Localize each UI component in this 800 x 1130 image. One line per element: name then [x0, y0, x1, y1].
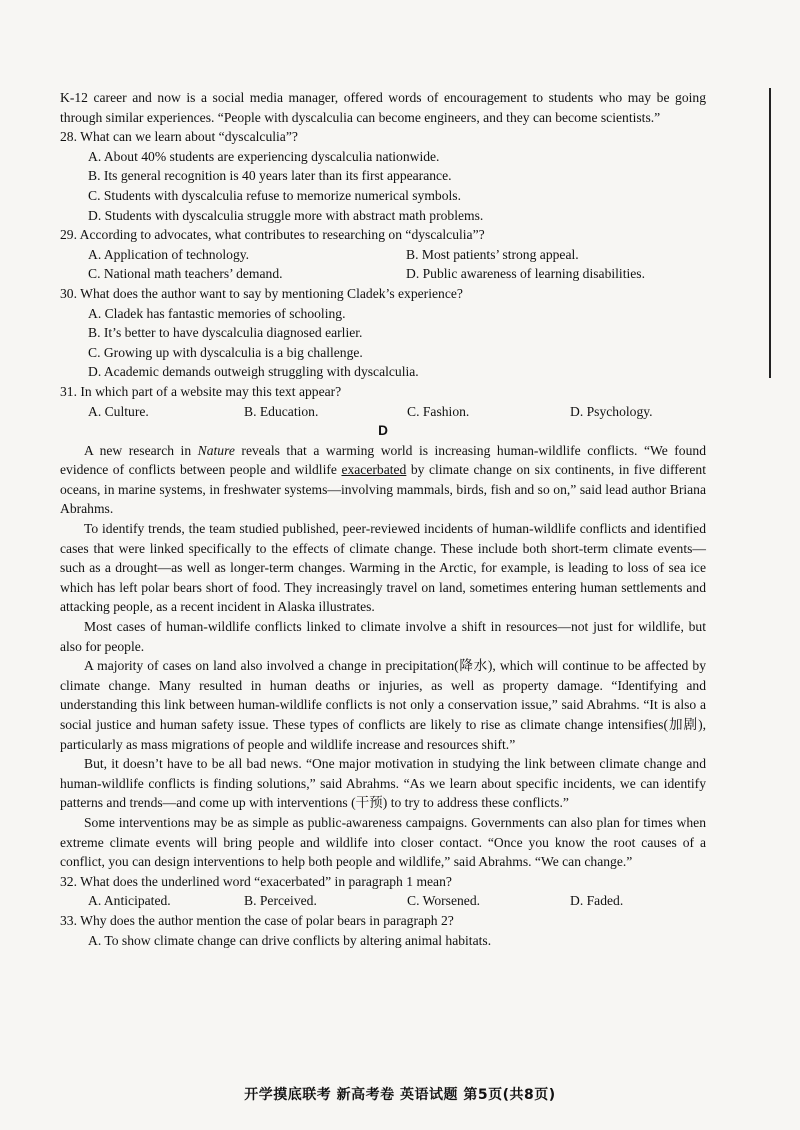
question-30-option-d[interactable]: D. Academic demands outweigh struggling with dyscalculia. — [88, 364, 419, 380]
passage-d-paragraph-6: Some interventions may be as simple as public-awareness campaigns. Governments can also plan for times when extreme climate events will bring people and wildlife into closer contact. “Once you know the root causes of a conflict, you can design interventions to help both people and wildlife,” said Abrahms. “We can change.” — [60, 814, 706, 870]
question-29-option-a[interactable]: A. Application of technology. — [88, 246, 250, 262]
passage-d-paragraph-2: To identify trends, the team studied published, peer-reviewed incidents of human-wildlife conflicts and identified cases that were linked specifically to the effects of climate change. These include both short-term climate events—such as a drought—as well as longer-term changes. Warming in the Arctic, for example, is leading to loss of sea ice which has left polar bears short of food. They increasingly travel on land, sometimes entering human settlements and attacking people, as a recent incident in Alaska illustrates. — [60, 521, 706, 615]
question-31-option-b[interactable]: B. Education. — [244, 403, 319, 419]
question-32-option-b[interactable]: B. Perceived. — [244, 893, 317, 909]
question-29-option-c[interactable]: C. National math teachers’ demand. — [88, 266, 283, 282]
question-32-option-a[interactable]: A. Anticipated. — [88, 893, 171, 909]
question-32 — [60, 872, 706, 911]
question-28 — [60, 127, 706, 225]
question-28-stem: 28. What can we learn about “dyscalculia”? — [60, 129, 298, 145]
question-29-stem: 29. According to advocates, what contributes to researching on “dyscalculia”? — [60, 227, 485, 243]
question-32-stem — [60, 872, 706, 892]
passage-d-paragraph-4: A majority of cases on land also involved a change in precipitation(降水), which will continue to be affected by climate change. Many resulted in human deaths or injuries, as well as property damage. “Identifying and understanding this link between human-wildlife conflicts is not only a conservation issue,” said Abrahms. “It is also a social justice and human safety issue. These types of conflicts are likely to rise as climate change intensifies(加剧), particularly as mass migrations of people and wildlife increase and resources shift.” — [60, 658, 706, 752]
question-29-options-row-2 — [60, 264, 706, 284]
question-28-option-a[interactable]: A. About 40% students are experiencing dyscalculia nationwide. — [88, 148, 440, 164]
passage-d-paragraph-5: But, it doesn’t have to be all bad news. “One major motivation in studying the link between climate change and human-wildlife conflicts is finding solutions,” said Abrahms. “As we learn about specific incidents, we can identify patterns and trends—and come up with interventions (干预) to try to address these conflicts.” — [60, 756, 706, 811]
question-31-stem: 31. In which part of a website may this text appear? — [60, 383, 342, 399]
p1-mid: reveals that a warming world is increasing human-wildlife conflicts. “We found evidence of conflicts between people and wildlife — [60, 442, 706, 478]
section-d-heading: D — [378, 423, 388, 439]
question-30-option-b[interactable]: B. It’s better to have dyscalculia diagnosed earlier. — [88, 325, 363, 341]
page-footer: 开学摸底联考 新高考卷 英语试题 第5页(共8页) — [244, 1087, 556, 1103]
question-33-option-a[interactable]: A. To show climate change can drive conflicts by altering animal habitats. — [88, 932, 492, 948]
question-31-options-row — [60, 402, 706, 422]
passage-d-paragraph-3: Most cases of human-wildlife conflicts linked to climate involve a shift in resources—not just for wildlife, but also for people. — [60, 619, 706, 654]
p1-post: by climate change on six continents, in five different oceans, in marine systems, in freshwater systems—involving mammals, birds, fish and so on,” said lead author Briana Abrahms. — [60, 462, 707, 517]
question-33-stem: 33. Why does the author mention the case of polar bears in paragraph 2? — [60, 912, 454, 928]
question-31-option-c[interactable]: C. Fashion. — [407, 403, 470, 419]
question-29-option-b[interactable]: B. Most patients’ strong appeal. — [406, 246, 579, 262]
question-30-option-c[interactable]: C. Growing up with dyscalculia is a big challenge. — [88, 344, 363, 360]
question-29 — [60, 225, 706, 284]
question-28-option-c[interactable]: C. Students with dyscalculia refuse to memorize numerical symbols. — [88, 187, 461, 203]
q32-stem-word: exacerbated — [260, 873, 326, 889]
margin-rule — [769, 88, 771, 378]
question-31-option-a[interactable]: A. Culture. — [88, 403, 149, 419]
question-30 — [60, 284, 706, 382]
question-31 — [60, 382, 706, 421]
intro-paragraph: K-12 career and now is a social media manager, offered words of encouragement to students who may be going through similar experiences. “People with dyscalculia can become engineers, and they can become scientists.” — [60, 90, 706, 125]
passage-d-paragraph-1 — [60, 441, 706, 519]
question-29-options-row-1 — [60, 245, 706, 265]
question-31-option-d[interactable]: D. Psychology. — [570, 403, 653, 419]
journal-name: Nature — [197, 442, 235, 458]
question-28-option-d[interactable]: D. Students with dyscalculia struggle more with abstract math problems. — [88, 207, 484, 223]
question-30-stem: 30. What does the author want to say by mentioning Cladek’s experience? — [60, 285, 463, 301]
q32-stem-pre: 32. What does the underlined word “ — [60, 873, 261, 889]
question-32-option-c[interactable]: C. Worsened. — [407, 893, 481, 909]
page-content — [60, 88, 706, 950]
p1-pre: A new research in — [84, 442, 198, 458]
question-33 — [60, 911, 706, 950]
q32-stem-post: ” in paragraph 1 mean? — [325, 873, 452, 889]
question-32-option-d[interactable]: D. Faded. — [570, 893, 624, 909]
question-30-option-a[interactable]: A. Cladek has fantastic memories of schooling. — [88, 305, 346, 321]
question-28-option-b[interactable]: B. Its general recognition is 40 years later than its first appearance. — [88, 168, 452, 184]
underlined-word: exacerbated — [341, 462, 407, 478]
question-29-option-d[interactable]: D. Public awareness of learning disabilities. — [406, 266, 645, 282]
question-32-options-row — [60, 891, 706, 911]
